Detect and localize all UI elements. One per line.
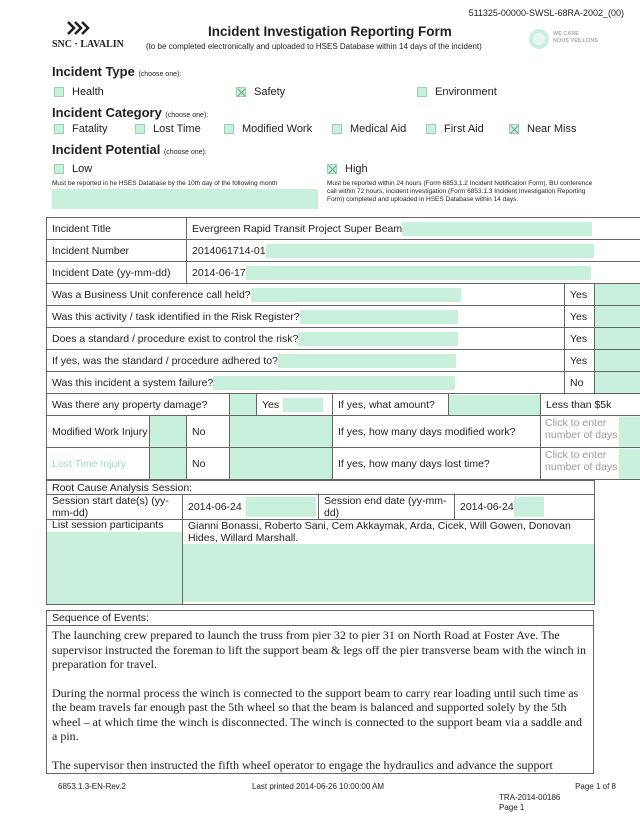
standard-adhered-answer[interactable]: Yes <box>565 350 595 372</box>
rca-heading: Root Cause Analysis Session: <box>47 481 595 495</box>
company-logo <box>52 20 132 52</box>
checkbox-low[interactable] <box>54 164 64 174</box>
checkbox-modified-work[interactable] <box>224 124 234 134</box>
lost-time-answer-fill <box>230 448 333 480</box>
modified-work-label-fill <box>150 416 187 448</box>
incident-date-fill <box>246 266 591 280</box>
table-row <box>47 394 640 416</box>
conference-call-question <box>47 284 565 306</box>
table-row <box>47 481 595 495</box>
events-paragraph-2: During the normal process the winch is connected to the support beam to carry rear loading until such time as the beam travels far enough past the 5th wheel so that the beam is balanced and supported solely by the 5th wheel – at which time the winch is disconnected. The winch is connected to the support beam via a saddle and a pin. <box>52 685 582 743</box>
table-row <box>47 284 640 306</box>
participants-value: Gianni Bonassi, Roberto Sani, Cem Akkaymak, Arda, Cicek, Will Gowen, Donovan Hides, Willard Marshall. <box>188 520 571 544</box>
property-damage-question: Was there any property damage? <box>47 394 230 416</box>
checkbox-fatality[interactable] <box>54 124 64 134</box>
incident-type-hint: (choose one): <box>138 71 182 78</box>
days-modified-question: If yes, how many days modified work? <box>333 416 541 448</box>
events-heading: Sequence of Events: <box>47 611 593 626</box>
footer-page: Page 1 of 8 <box>575 782 616 791</box>
label-medical-aid: Medical Aid <box>350 123 407 135</box>
session-end-value: 2014-06-24 <box>460 500 514 513</box>
incident-potential-title: Incident Potential <box>52 142 161 157</box>
table-row <box>47 495 595 520</box>
table-row <box>47 218 640 240</box>
standard-exists-question-text: Does a standard / procedure exist to control the risk? <box>52 332 299 345</box>
participants-fill <box>183 544 594 602</box>
we-care-text: WE CARE <box>553 31 579 37</box>
we-care-logo <box>528 26 608 52</box>
session-end-label-text: Session end date (yy-mm-dd) <box>324 495 447 519</box>
incident-category-title: Incident Category <box>52 105 162 120</box>
label-fatality: Fatality <box>72 123 108 135</box>
session-end-field[interactable] <box>455 495 595 520</box>
checkbox-near-miss[interactable] <box>509 124 519 134</box>
checkbox-environment[interactable] <box>417 87 427 97</box>
participants-label <box>47 520 183 605</box>
low-potential-note: Must be reported in he HSES Database by the 10th day of the following month <box>52 180 278 187</box>
table-row <box>47 416 640 448</box>
label-environment: Environment <box>435 86 497 98</box>
nous-veillons-text: NOUS VEILLONS <box>553 38 598 44</box>
risk-register-question-fill <box>300 310 458 324</box>
standard-adhered-question-fill <box>278 354 456 368</box>
incident-title-fill <box>402 222 592 236</box>
incident-number-value: 2014061714-01 <box>192 244 266 257</box>
modified-work-answer[interactable]: No <box>187 416 230 448</box>
session-start-label: Session start date(s) (yy-mm-dd) <box>47 495 183 520</box>
risk-register-question <box>47 306 565 328</box>
label-first-aid: First Aid <box>444 123 484 135</box>
system-failure-answer[interactable]: No <box>565 372 595 394</box>
incident-number-label: Incident Number <box>47 240 187 262</box>
standard-exists-question-fill <box>298 332 458 346</box>
days-modified-placeholder: Click to enter number of days <box>541 417 619 447</box>
incident-date-value: 2014-06-17 <box>192 266 246 279</box>
footer-form-rev: 6853.1.3-EN-Rev.2 <box>58 782 126 791</box>
table-row <box>47 372 640 394</box>
label-health: Health <box>72 86 104 98</box>
damage-amount-question: If yes, what amount? <box>333 394 449 416</box>
incident-type-heading <box>52 64 181 79</box>
modified-work-answer-fill <box>230 416 333 448</box>
label-low: Low <box>72 163 93 175</box>
system-failure-answer-fill[interactable] <box>595 372 640 394</box>
checkbox-high[interactable] <box>327 164 337 174</box>
participants-label-text: List session participants <box>52 520 164 531</box>
standard-adhered-question-text: If yes, was the standard / procedure adhered to? <box>52 354 278 367</box>
system-failure-question-fill <box>213 376 455 390</box>
property-damage-answer[interactable] <box>257 394 333 416</box>
lost-time-label-fill <box>150 448 187 480</box>
label-modified-work: Modified Work <box>242 123 313 135</box>
system-failure-question-text: Was this incident a system failure? <box>52 376 214 389</box>
incident-number-fill <box>266 244 594 258</box>
table-row <box>47 240 640 262</box>
days-lost-input[interactable] <box>541 448 640 480</box>
label-high: High <box>345 163 368 175</box>
checkbox-first-aid[interactable] <box>426 124 436 134</box>
session-end-label <box>319 495 455 520</box>
modified-work-label: Modified Work Injury <box>47 416 150 448</box>
table-row <box>47 328 640 350</box>
high-potential-note: Must be reported within 24 hours (Form 6853.1.2 Incident Notification Form), BU conference call within 72 hours, incident investigation (Form 6853.1.3 Incident Investigation Reporting Form) completed and uploaded in HSES Database within 14 days. <box>327 180 593 203</box>
conference-call-answer-fill[interactable] <box>595 284 640 306</box>
events-box <box>46 610 594 774</box>
incident-number-field[interactable] <box>187 240 640 262</box>
standard-exists-answer-fill[interactable] <box>595 328 640 350</box>
property-damage-answer-fill <box>283 398 323 412</box>
incident-category-heading <box>52 105 208 120</box>
logo-chevrons-icon <box>66 20 90 36</box>
checkbox-safety[interactable] <box>236 87 246 97</box>
table-row <box>47 448 640 480</box>
conference-call-answer[interactable]: Yes <box>565 284 595 306</box>
risk-register-answer[interactable]: Yes <box>565 306 595 328</box>
checkbox-medical-aid[interactable] <box>332 124 342 134</box>
incident-potential-hint: (choose one): <box>163 149 207 156</box>
footer-printed: Last printed 2014-06-26 10:00:00 AM <box>252 782 385 791</box>
events-paragraph-1: The launching crew prepared to launch the truss from pier 32 to pier 31 on North Road at Foster Ave. The supervisor instructed the foreman to lift the support beam & legs off the pier transverse beam with the winch in preparation for travel. <box>52 628 586 671</box>
incident-date-field[interactable] <box>187 262 640 284</box>
label-near-miss: Near Miss <box>527 123 577 135</box>
rca-table <box>46 480 595 605</box>
footer-ref: TRA-2014-00186 <box>499 793 561 802</box>
risk-register-answer-fill[interactable] <box>595 306 640 328</box>
lost-time-answer[interactable]: No <box>187 448 230 480</box>
damage-amount-question-fill <box>449 394 541 416</box>
system-failure-question <box>47 372 565 394</box>
standard-adhered-answer-fill[interactable] <box>595 350 640 372</box>
incident-title-label: Incident Title <box>47 218 187 240</box>
standard-exists-answer[interactable]: Yes <box>565 328 595 350</box>
document-number: 511325-00000-SWSL-68RA-2002_(00) <box>468 8 624 18</box>
checkbox-health[interactable] <box>54 87 64 97</box>
incident-details-table <box>46 217 640 480</box>
property-damage-question-fill <box>230 394 257 416</box>
footer-page-number: Page 1 <box>499 803 525 812</box>
participants-field[interactable] <box>183 520 595 605</box>
page-subtitle: (to be completed electronically and uploaded to HSES Database within 14 days of the incident) <box>146 42 482 51</box>
label-safety: Safety <box>254 86 286 98</box>
conference-call-question-fill <box>251 288 461 302</box>
risk-register-question-text: Was this activity / task identified in the Risk Register? <box>52 310 300 323</box>
table-row <box>47 262 640 284</box>
incident-title-value: Evergreen Rapid Transit Project Super Beam <box>192 222 403 235</box>
incident-potential-heading <box>52 142 207 157</box>
low-potential-comment-field[interactable] <box>52 189 318 209</box>
days-modified-input[interactable] <box>541 416 640 448</box>
standard-exists-question <box>47 328 565 350</box>
conference-call-question-text: Was a Business Unit conference call held? <box>52 288 251 301</box>
company-name: SNC · LAVALIN <box>52 39 124 50</box>
session-start-field[interactable] <box>183 495 319 520</box>
events-paragraph-3: The supervisor then instructed the fifth wheel operator to engage the hydraulics and advance the support <box>52 757 553 772</box>
incident-date-label: Incident Date (yy-mm-dd) <box>47 262 187 284</box>
page-title: Incident Investigation Reporting Form <box>208 24 452 39</box>
incident-category-hint: (choose one): <box>165 112 209 119</box>
property-damage-answer-text: Yes <box>262 398 280 411</box>
events-text[interactable] <box>47 626 593 774</box>
lost-time-label: Lost Time Injury <box>47 448 150 480</box>
table-row <box>47 350 640 372</box>
incident-title-field[interactable] <box>187 218 640 240</box>
participants-label-fill <box>47 532 182 604</box>
checkbox-lost-time[interactable] <box>135 124 145 134</box>
table-row <box>47 306 640 328</box>
incident-type-title: Incident Type <box>52 64 135 79</box>
days-lost-placeholder: Click to enter number of days <box>541 449 619 479</box>
damage-amount-answer[interactable]: Less than $5k <box>541 394 640 416</box>
label-lost-time: Lost Time <box>153 123 201 135</box>
session-start-value: 2014-06-24 <box>188 500 242 513</box>
table-row <box>47 520 595 605</box>
standard-adhered-question <box>47 350 565 372</box>
we-care-circle-icon <box>528 28 550 50</box>
days-lost-question: If yes, how many days lost time? <box>333 448 541 480</box>
